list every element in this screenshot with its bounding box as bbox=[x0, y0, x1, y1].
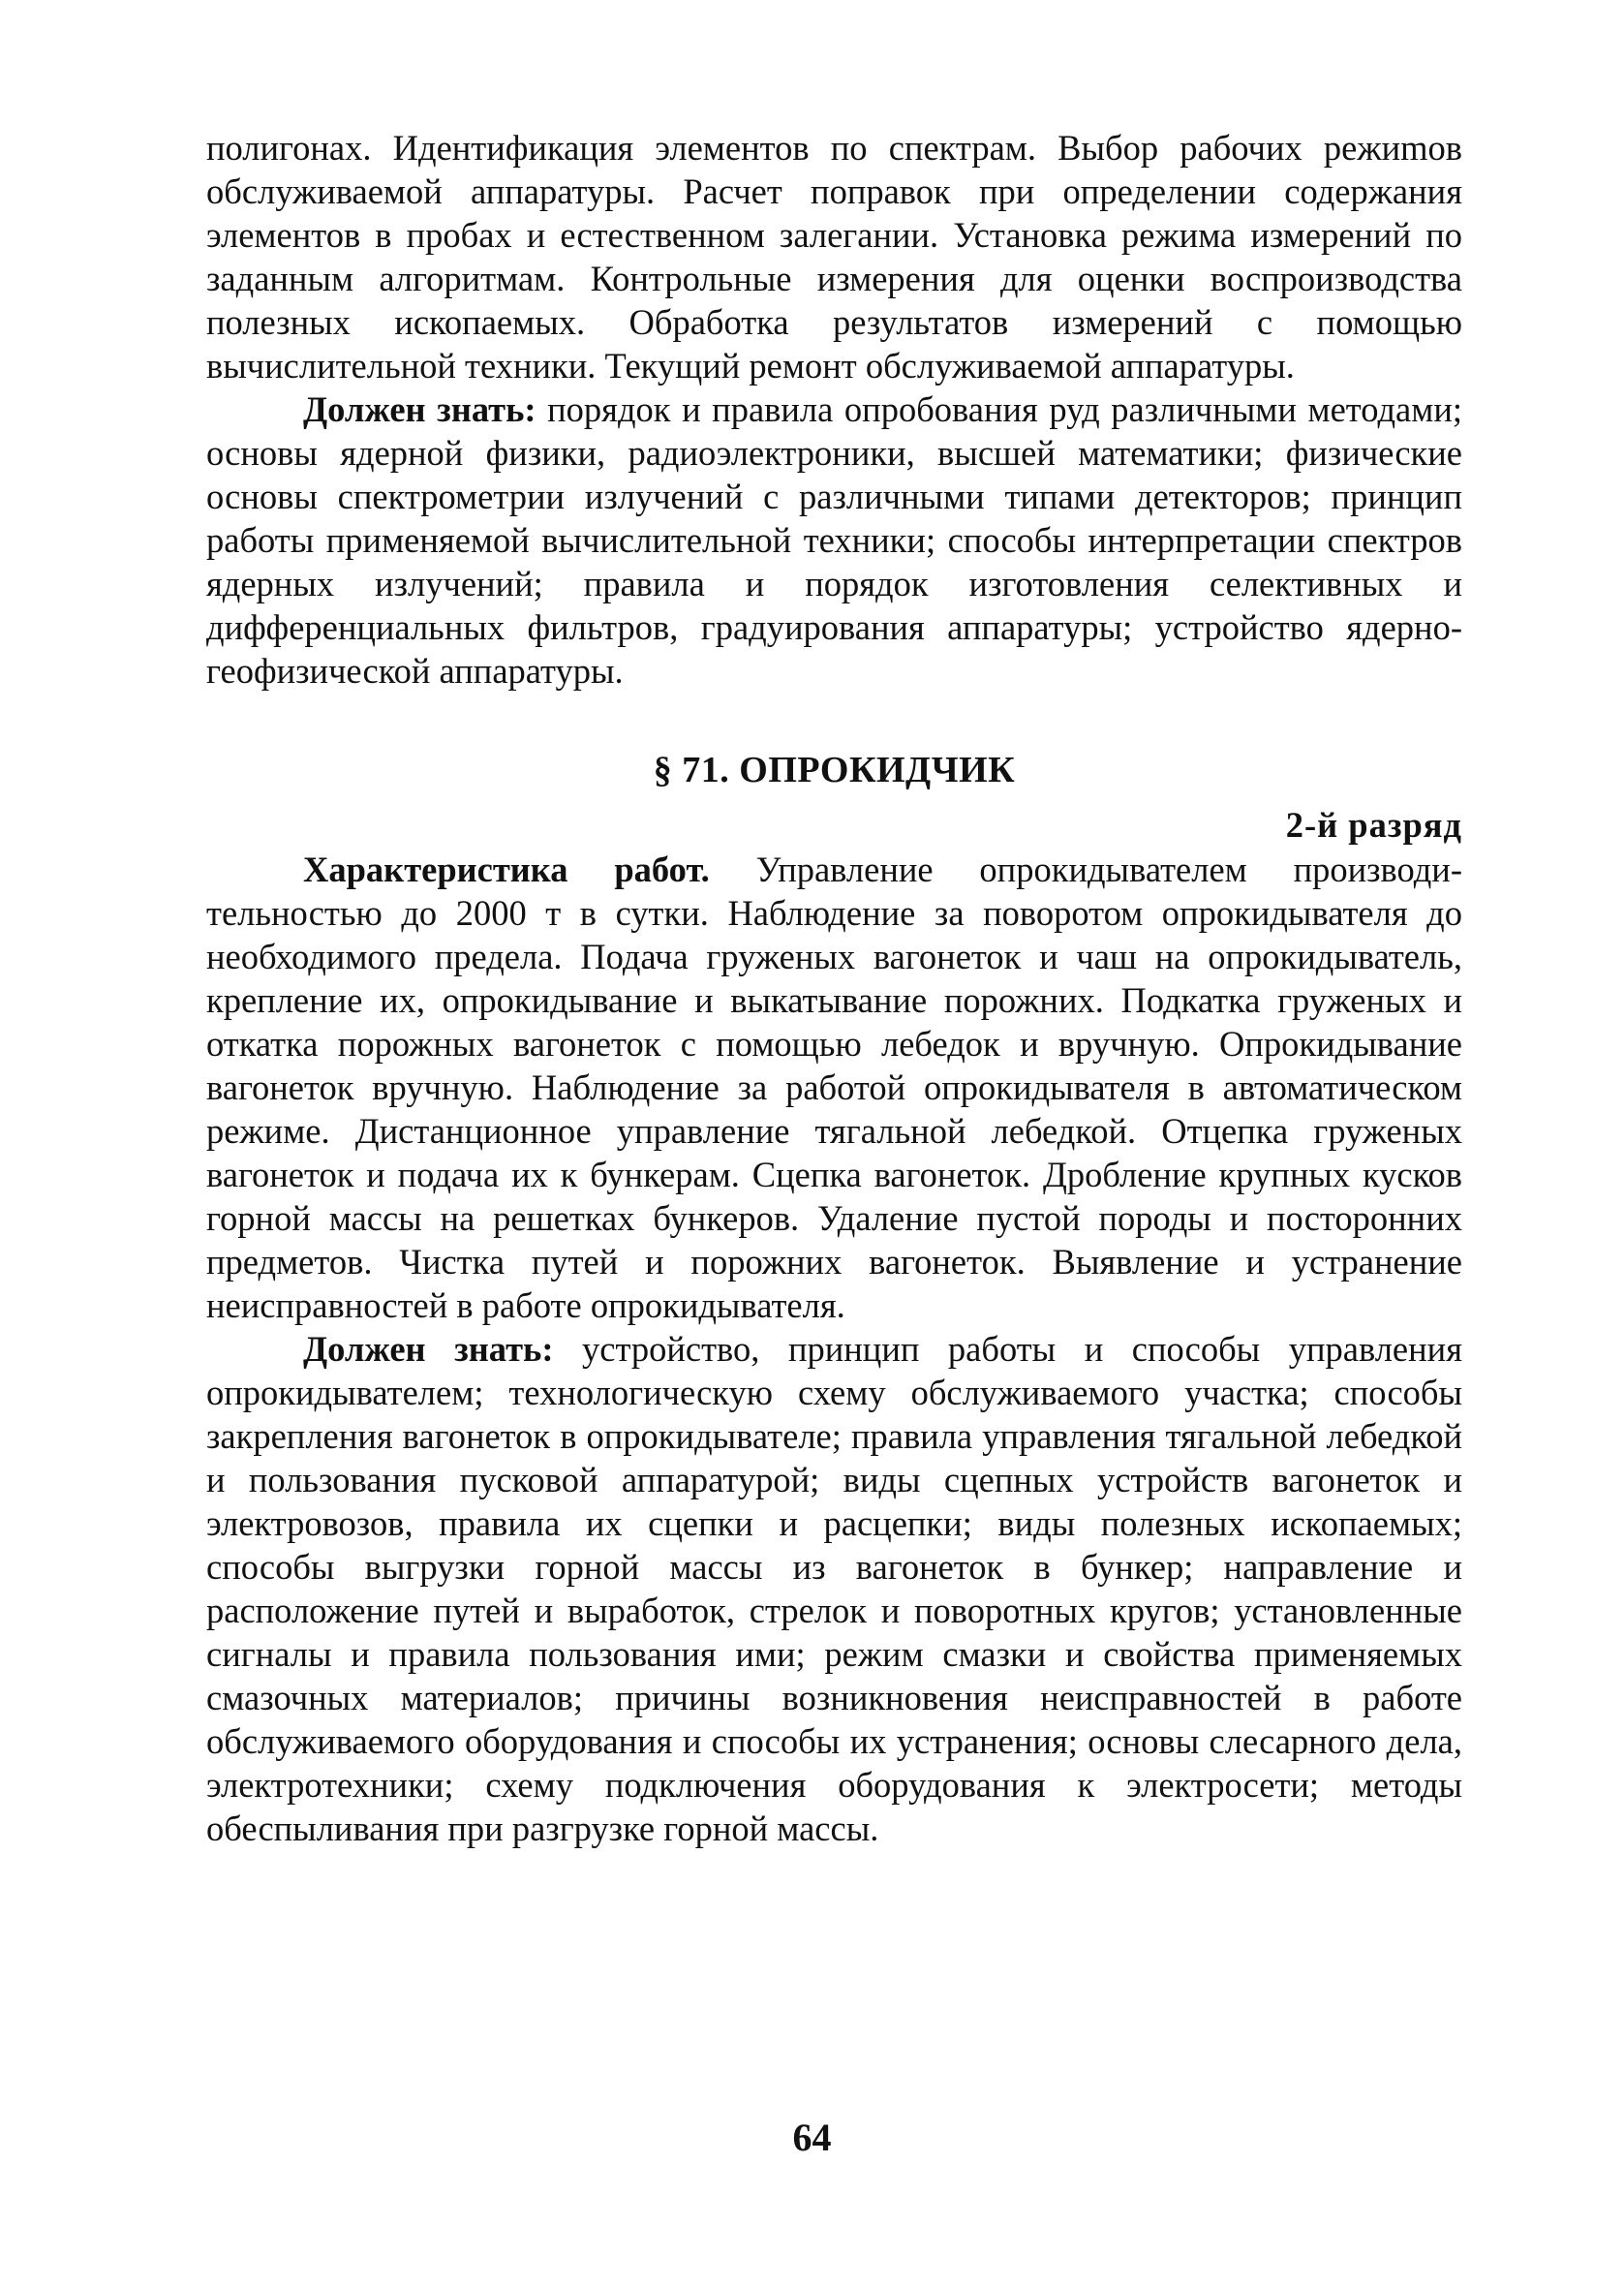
section-title: § 71. ОПРОКИДЧИК bbox=[653, 750, 1016, 790]
page-number: 64 bbox=[792, 2116, 832, 2159]
knowledge-text-2: устройство, принцип работы и способы управления опрокидывателем; технологическую схему обслуживаемого участка; способы закрепления вагонеток в опрокидывателе; правила управления тягальной лебедкой и пользования пусковой аппаратурой; виды сцепных устройств вагонеток и электровозов, правила их сцепки и расцепки; виды полезных ископаемых; способы выгрузки горной массы из вагонеток в бункер; направление и расположение путей и выработок, стрелок и поворотных кругов; установленные сигналы и правила пользования ими; режим смазки и свойства применяемых смазочных материалов; причины возникновения неисправностей в работе обслуживаемого оборудования и способы их устранения; основы слесарного дела, электротехники; схему подключения оборудования к электросети; методы обеспыливания при разгрузке горной массы. bbox=[206, 1329, 1462, 1848]
knowledge-paragraph-1 bbox=[206, 387, 1462, 693]
knowledge-text-1: порядок и правила опробования руд различными методами; основы ядерной физики, радиоэлектроники, высшей математики; физические основы спектрометрии излучений с различными типами детекторов; принцип работы применяемой вычислительной техники; способы интерпретации спектров ядерных излучений; правила и порядок изготовления селективных и дифференциальных фильтров, градуирования аппаратуры; устройство ядерно-геофизической аппаратуры. bbox=[206, 389, 1463, 691]
characteristics-text: Управление опрокидывателем производительностью до 2000 т в сутки. Наблюдение за поворотом опрокидывателя до необходимого предела. Подача груженых вагонеток и чаш на опрокидыватель, крепление их, опрокидывание и выкатывание порожних. Подкатка груженых и откатка порожных вагонеток с помощью лебедок и вручную. Опрокидывание вагонеток вручную. Наблюдение за работой опрокидывателя в автоматическом режиме. Дистанционное управление тягальной лебедкой. Отцепка груженых вагонеток и подача их к бункерам. Сцепка вагонеток. Дробление крупных кусков горной массы на решетках бункеров. Удаление пустой породы и посторонних предметов. Чистка путей и порожних вагонеток. Выявление и устранение неисправностей в работе опрокидывателя. bbox=[206, 850, 1462, 1325]
knowledge-paragraph-2 bbox=[206, 1327, 1462, 1850]
grade-label: 2-й разряд bbox=[1285, 805, 1462, 845]
document-body bbox=[206, 126, 1462, 1850]
intro-paragraph: полигонах. Идентификация элементов по спектрам. Выбор рабочих режиmов обслуживаемой аппаратуры. Расчет поправок при определении содержания элементов в пробах и естественном залегании. Установка режима измерений по заданным алгоритмам. Контрольные измерения для оценки воспроизводства полезных ископаемых. Обработка результатов измерений с помощью вычислительной техники. Текущий ремонт обслуживаемой аппаратуры. bbox=[206, 128, 1462, 386]
characteristics-lead: Характеристика работ. bbox=[303, 850, 710, 889]
knowledge-lead-1: Должен знать: bbox=[303, 389, 536, 429]
characteristics-paragraph bbox=[206, 848, 1462, 1327]
knowledge-lead-2: Должен знать: bbox=[303, 1329, 554, 1369]
